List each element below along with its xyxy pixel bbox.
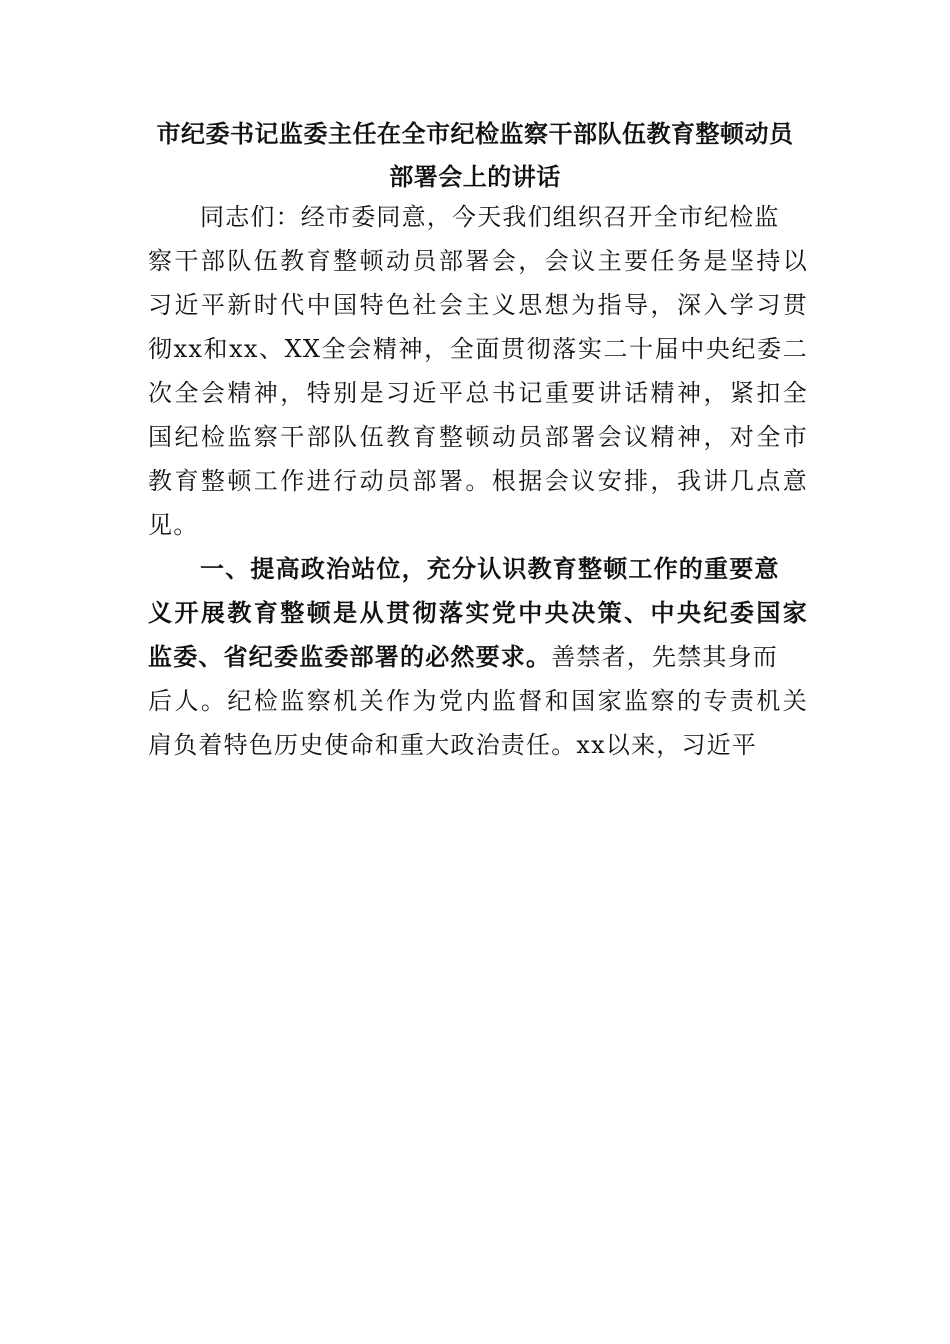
para1-line-6: 国纪检监察干部队伍教育整顿动员部署会议精神，对全市 xyxy=(148,423,808,451)
document-title xyxy=(140,112,810,198)
para2-line-5: 肩负着特色历史使命和重大政治责任。xx以来，习近平 xyxy=(148,731,758,759)
para1-line-5: 次全会精神，特别是习近平总书记重要讲话精神，紧扣全 xyxy=(148,379,808,407)
para1-line-1: 同志们：经市委同意，今天我们组织召开全市纪检监 xyxy=(200,203,780,231)
para2-heading-line-1: 一、提高政治站位，充分认识教育整顿工作的重要意 xyxy=(200,554,780,583)
para2-line-3 xyxy=(148,639,808,675)
para2-heading-line-2: 义开展教育整顿是从贯彻落实党中央决策、中央纪委国家 xyxy=(148,598,808,627)
para1-line-3: 习近平新时代中国特色社会主义思想为指导，深入学习贯 xyxy=(148,291,808,319)
para1-line-2: 察干部队伍教育整顿动员部署会，会议主要任务是坚持以 xyxy=(148,247,808,275)
para2-text-line-3: 善禁者，先禁其身而 xyxy=(551,643,779,671)
para1-line-7: 教育整顿工作进行动员部署。根据会议安排，我讲几点意 xyxy=(148,467,808,495)
title-line-1: 市纪委书记监委主任在全市纪检监察干部队伍教育整顿动员 xyxy=(156,119,794,148)
para2-line-4: 后人。纪检监察机关作为党内监督和国家监察的专责机关 xyxy=(148,687,808,715)
para2-heading-line-3: 监委、省纪委监委部署的必然要求。 xyxy=(148,642,552,671)
para1-line-4: 彻xx和xx、XX全会精神，全面贯彻落实二十届中央纪委二 xyxy=(148,335,808,363)
title-line-2: 部署会上的讲话 xyxy=(389,162,561,191)
para1-line-8: 见。 xyxy=(148,511,199,539)
